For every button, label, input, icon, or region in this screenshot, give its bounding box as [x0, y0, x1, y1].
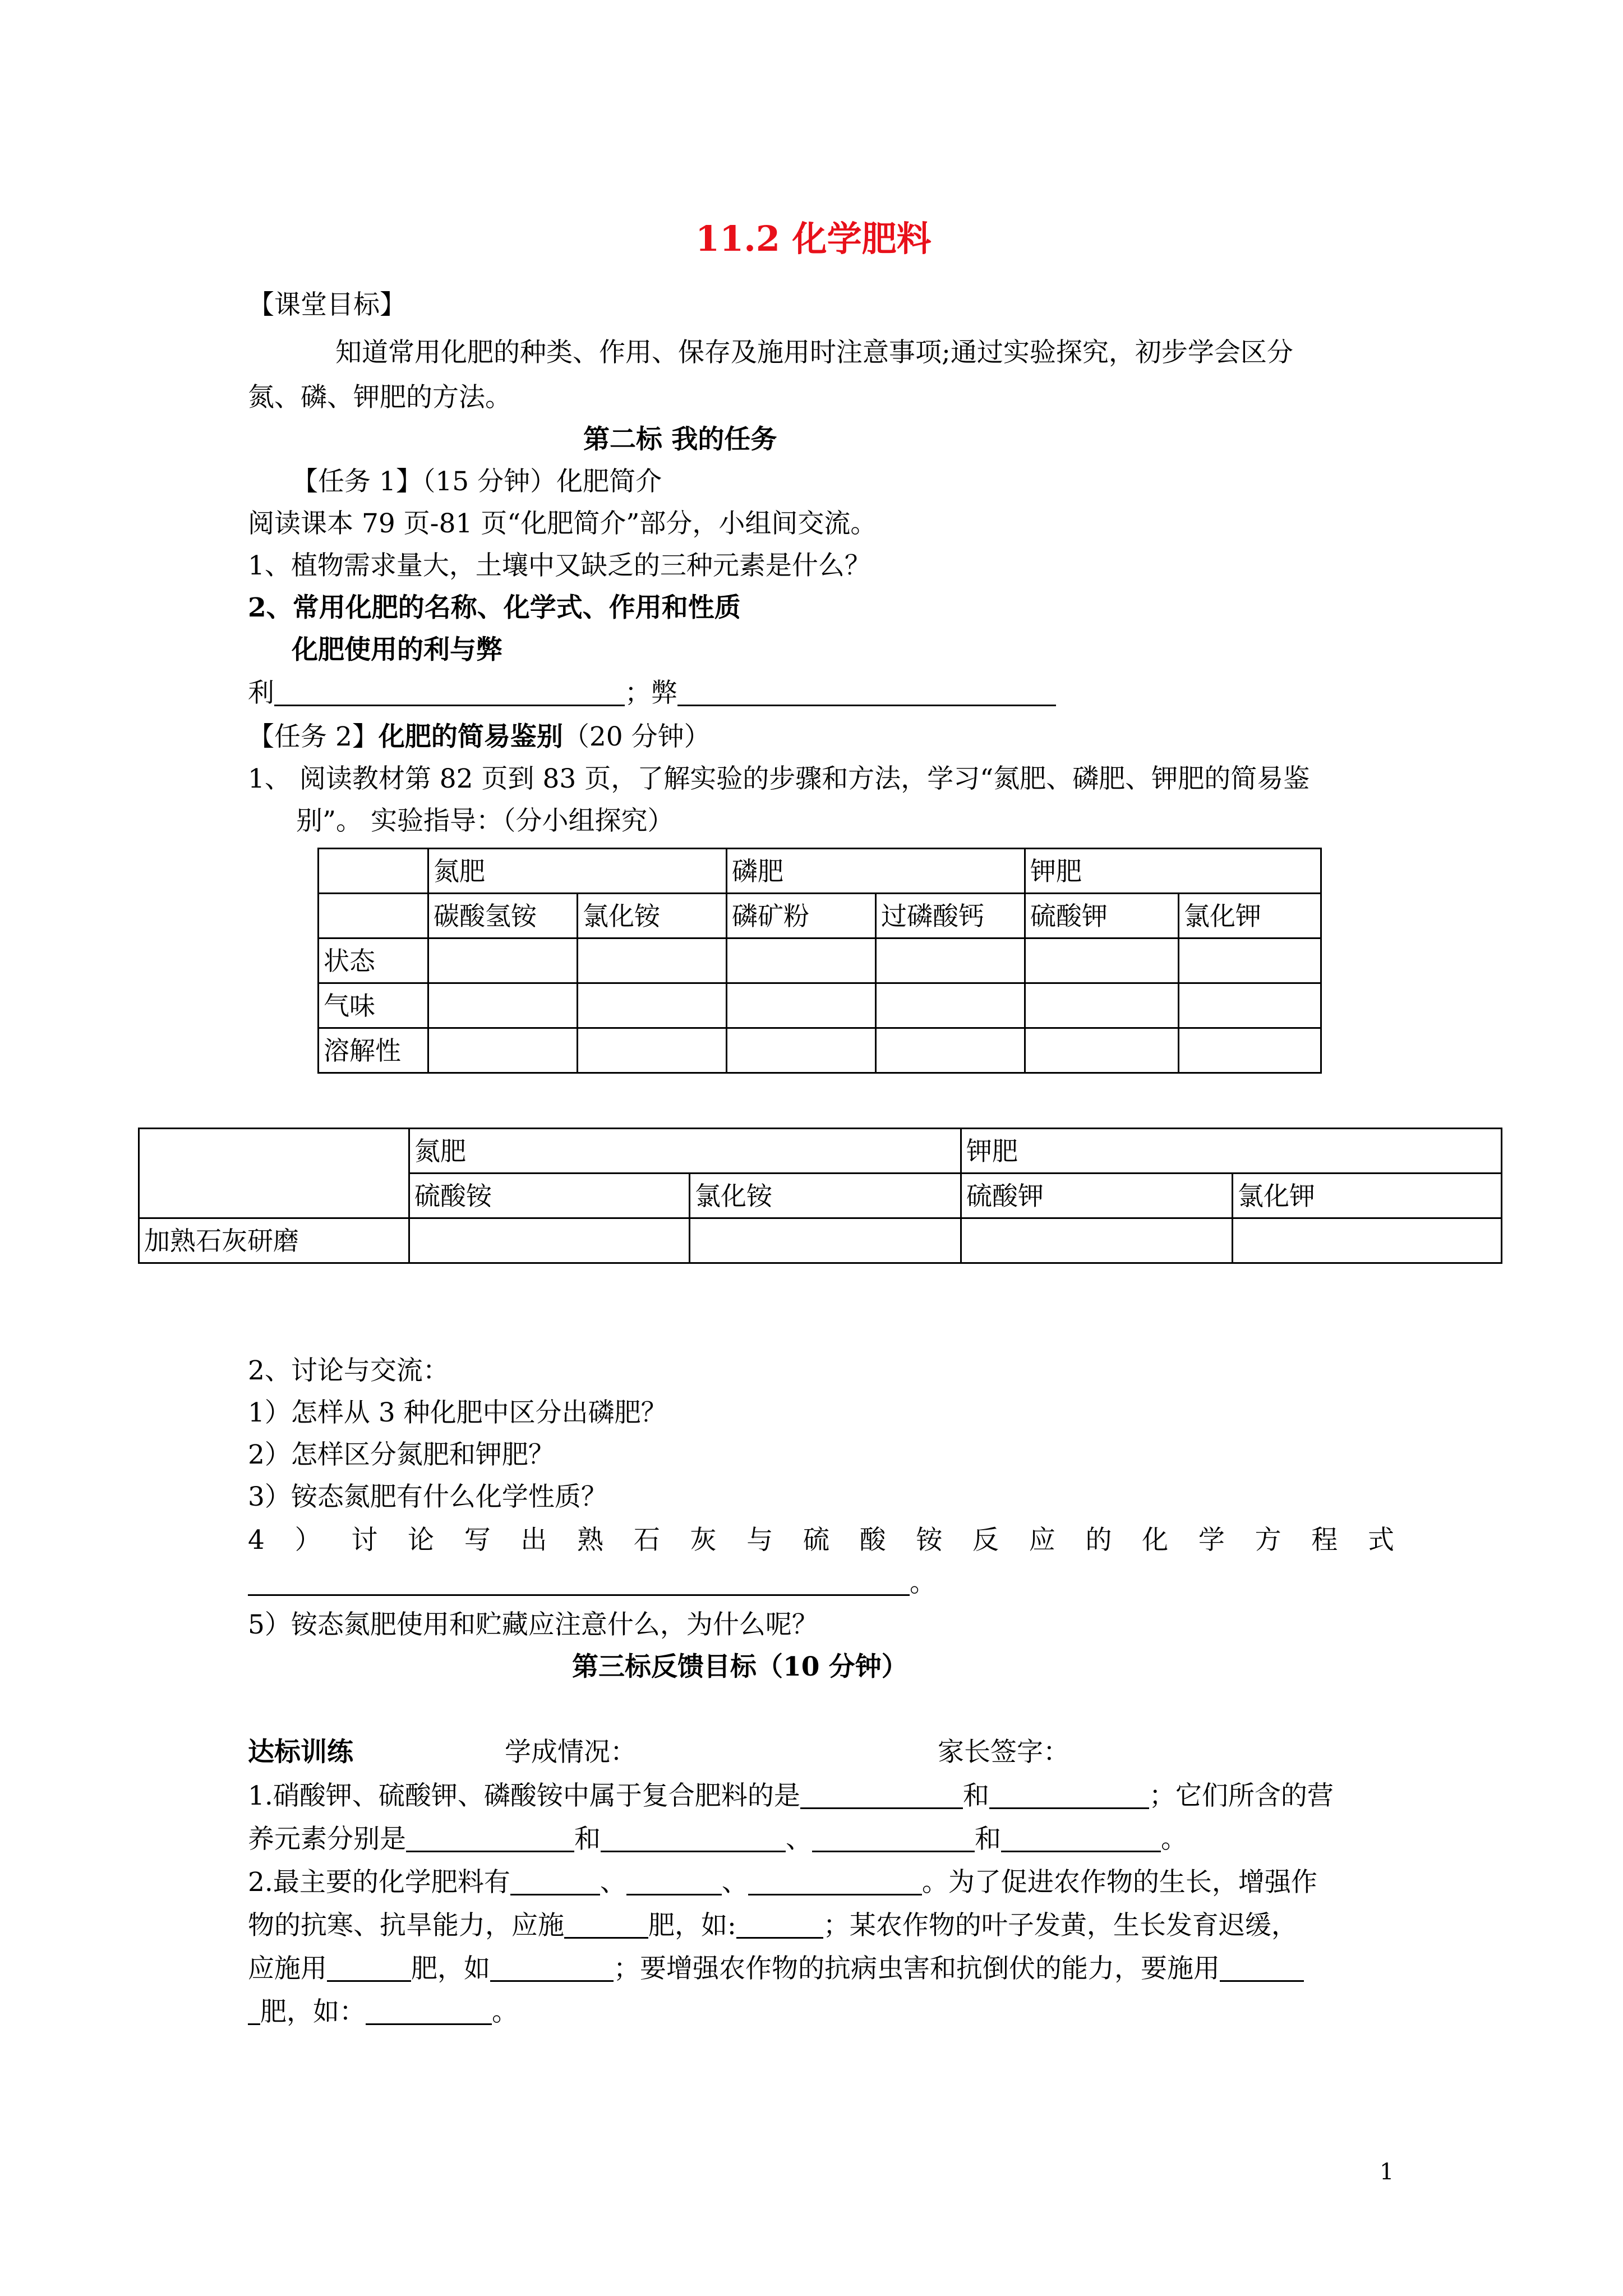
page-title: 11.2 化学肥料	[695, 218, 932, 259]
table-cell[interactable]	[1179, 938, 1321, 983]
table-row	[139, 1218, 1502, 1263]
q4-char: 式	[1367, 1525, 1394, 1556]
table-cell[interactable]	[876, 1028, 1025, 1073]
table-row-label: 加熟石灰研磨	[139, 1218, 409, 1263]
practice-item2-line4	[248, 1996, 518, 2027]
table-cell[interactable]	[428, 938, 578, 983]
practice-text: 物的抗寒、抗旱能力，应施	[248, 1910, 564, 1941]
table-header-potassium: 钾肥	[961, 1129, 1502, 1174]
answer-blank[interactable]	[327, 1955, 411, 1982]
table-subheader: 硫酸钾	[961, 1174, 1233, 1218]
q4-char: 学	[1198, 1525, 1225, 1556]
answer-blank[interactable]	[248, 1999, 260, 2025]
practice-text: 应施用	[248, 1953, 327, 1984]
practice-text: 。	[492, 1996, 518, 2027]
table-cell[interactable]	[428, 1028, 578, 1073]
practice-item1-line2	[248, 1824, 1187, 1855]
practice-text: ；要增强农作物的抗病虫害和抗倒伏的能力，要施用	[614, 1953, 1220, 1984]
practice-item2-line3	[248, 1955, 1304, 1982]
table-cell[interactable]	[578, 983, 727, 1028]
table-subheader: 氯化钾	[1233, 1174, 1502, 1218]
table-cell[interactable]	[727, 938, 876, 983]
table-header-nitrogen: 氮肥	[428, 849, 727, 894]
answer-blank[interactable]	[406, 1826, 574, 1852]
table-cell[interactable]	[876, 938, 1025, 983]
identification-table	[317, 848, 1322, 1074]
q4-char: 程	[1311, 1525, 1338, 1556]
practice-item2-line2	[248, 1912, 1298, 1939]
task2-item1-line1: 1、 阅读教材第 82 页到 83 页，了解实验的步骤和方法，学习“氮肥、磷肥、钾肥的简易鉴	[248, 763, 1310, 794]
task1-question3: 化肥使用的利与弊	[292, 634, 502, 665]
q4-char: 应	[1029, 1525, 1055, 1556]
table-cell[interactable]	[876, 983, 1025, 1028]
answer-blank[interactable]	[748, 1869, 922, 1895]
q4-char: 反	[972, 1525, 999, 1556]
answer-blank[interactable]	[564, 1912, 648, 1939]
table-row	[319, 1028, 1321, 1073]
task2-heading-label: 【任务 2】	[248, 721, 379, 752]
practice-text: 2.最主要的化学肥料有	[248, 1867, 510, 1898]
table-subheader: 氯化铵	[690, 1174, 961, 1218]
equation-answer-line	[248, 1567, 936, 1598]
answer-blank[interactable]	[510, 1869, 600, 1895]
pros-label: 利	[248, 678, 274, 708]
objectives-text-line1: 知道常用化肥的种类、作用、保存及施用时注意事项;通过实验探究，初步学会区分	[335, 337, 1293, 368]
table-header-phosphorus: 磷肥	[727, 849, 1025, 894]
table-subheader: 过磷酸钙	[876, 894, 1025, 938]
task2-heading	[248, 721, 711, 752]
task1-heading: 【任务 1】（15 分钟）化肥简介	[292, 466, 662, 497]
table-row	[319, 849, 1321, 894]
q4-char: 的	[1085, 1525, 1112, 1556]
table-row	[139, 1129, 1502, 1174]
q4-char: 写	[464, 1525, 491, 1556]
answer-blank[interactable]	[736, 1912, 823, 1939]
table-row	[319, 983, 1321, 1028]
discussion-q5: 5）铵态氮肥使用和贮藏应注意什么，为什么呢？	[248, 1609, 818, 1640]
table-cell[interactable]	[727, 983, 876, 1028]
q4-char: 灰	[690, 1525, 717, 1556]
table-row-label: 溶解性	[319, 1028, 428, 1073]
practice-text: 、	[721, 1867, 748, 1898]
pros-cons-line	[248, 680, 1056, 706]
objectives-heading: 【课堂目标】	[248, 289, 406, 320]
practice-text: ；某农作物的叶子发黄，生长发育迟缓，	[823, 1910, 1298, 1941]
table-subheader: 氯化钾	[1179, 894, 1321, 938]
practice-text: 养元素分别是	[248, 1824, 406, 1855]
lime-grinding-table	[138, 1128, 1502, 1264]
q4-char: 化	[1142, 1525, 1169, 1556]
table-row	[319, 894, 1321, 938]
cons-label: ；弊	[625, 678, 677, 708]
answer-blank[interactable]	[1001, 1826, 1161, 1852]
table-cell[interactable]	[1233, 1218, 1502, 1263]
table-subheader: 碳酸氢铵	[428, 894, 578, 938]
q4-char: ）	[294, 1525, 321, 1556]
table-cell[interactable]	[578, 1028, 727, 1073]
q4-char: 石	[633, 1525, 660, 1556]
answer-blank[interactable]	[800, 1783, 963, 1809]
discussion-heading: 2、讨论与交流：	[248, 1355, 449, 1386]
q4-char: 论	[408, 1525, 435, 1556]
discussion-q1: 1）怎样从 3 种化肥中区分出磷肥？	[248, 1397, 667, 1428]
equation-end: 。	[910, 1567, 936, 1598]
task2-item1-line2: 别”。 实验指导：（分小组探究）	[296, 806, 674, 836]
table-row-label: 状态	[319, 938, 428, 983]
practice-text: 1.硝酸钾、硫酸钾、磷酸铵中属于复合肥料的是	[248, 1780, 800, 1811]
discussion-q2: 2）怎样区分氮肥和钾肥？	[248, 1439, 555, 1470]
table-cell	[319, 849, 428, 894]
q4-char: 4	[248, 1525, 265, 1556]
q4-char: 讨	[351, 1525, 378, 1556]
task1-read: 阅读课本 79 页-81 页“化肥简介”部分，小组间交流。	[248, 508, 877, 539]
page-number: 1	[1380, 2159, 1394, 2185]
table-cell[interactable]	[1025, 983, 1179, 1028]
q4-char: 出	[520, 1525, 547, 1556]
practice-item1-line1	[248, 1780, 1334, 1811]
practice-text: 、	[600, 1867, 626, 1898]
practice-text: 和	[962, 1780, 989, 1811]
pros-blank[interactable]	[274, 680, 625, 706]
table-header-potassium: 钾肥	[1025, 849, 1321, 894]
answer-blank[interactable]	[812, 1826, 975, 1852]
table-cell[interactable]	[727, 1028, 876, 1073]
table-cell[interactable]	[1179, 1028, 1321, 1073]
q4-char: 方	[1255, 1525, 1281, 1556]
practice-item2-line1	[248, 1867, 1317, 1898]
practice-text: 。为了促进农作物的生长，增强作	[921, 1867, 1317, 1898]
task2-heading-title: 化肥的简易鉴别	[378, 721, 563, 752]
table-cell[interactable]	[578, 938, 727, 983]
practice-text: 肥，如	[411, 1953, 490, 1984]
equation-blank[interactable]	[248, 1570, 910, 1596]
table-cell[interactable]	[428, 983, 578, 1028]
q4-char: 熟	[577, 1525, 604, 1556]
table-cell[interactable]	[1025, 938, 1179, 983]
cons-blank[interactable]	[677, 680, 1056, 706]
answer-blank[interactable]	[1220, 1955, 1304, 1982]
signature-label: 家长签字：	[938, 1737, 1069, 1768]
q4-char: 酸	[859, 1525, 886, 1556]
answer-blank[interactable]	[490, 1955, 614, 1982]
table-header-nitrogen: 氮肥	[409, 1129, 961, 1174]
practice-text: ；它们所含的营	[1149, 1780, 1334, 1811]
q4-char: 与	[746, 1525, 773, 1556]
answer-blank[interactable]	[989, 1783, 1149, 1809]
practice-text: 肥，如：	[260, 1996, 366, 2027]
discussion-q3: 3）铵态氮肥有什么化学性质？	[248, 1481, 607, 1512]
table-row	[319, 938, 1321, 983]
table-cell[interactable]	[961, 1218, 1233, 1263]
section2-heading: 第二标 我的任务	[583, 424, 777, 455]
objectives-text-line2: 氮、磷、钾肥的方法。	[248, 382, 511, 413]
table-cell[interactable]	[409, 1218, 690, 1263]
table-subheader: 硫酸钾	[1025, 894, 1179, 938]
task1-question1: 1、植物需求量大，土壤中又缺乏的三种元素是什么？	[248, 550, 871, 581]
q4-char: 硫	[803, 1525, 829, 1556]
answer-blank[interactable]	[366, 1999, 492, 2025]
answer-blank[interactable]	[601, 1826, 786, 1852]
q4-char: 铵	[916, 1525, 943, 1556]
table-row-label: 气味	[319, 983, 428, 1028]
task1-question2: 2、常用化肥的名称、化学式、作用和性质	[248, 592, 741, 623]
task2-heading-time: （20 分钟）	[562, 721, 711, 752]
discussion-q4	[248, 1525, 1394, 1556]
practice-text: 肥，如:	[648, 1910, 736, 1941]
progress-label: 学成情况：	[505, 1737, 637, 1768]
table-cell	[319, 894, 428, 938]
practice-text: 。	[1161, 1824, 1187, 1855]
table-subheader: 磷矿粉	[727, 894, 876, 938]
table-cell[interactable]	[1025, 1028, 1179, 1073]
practice-text: 和	[574, 1824, 601, 1855]
table-cell[interactable]	[690, 1218, 961, 1263]
table-subheader: 硫酸铵	[409, 1174, 690, 1218]
table-cell[interactable]	[1179, 983, 1321, 1028]
practice-text: 、	[786, 1824, 812, 1855]
table-subheader: 氯化铵	[578, 894, 727, 938]
answer-blank[interactable]	[626, 1869, 722, 1895]
section3-heading: 第三标反馈目标（10 分钟）	[572, 1651, 908, 1682]
table-cell	[139, 1129, 409, 1218]
practice-text: 和	[975, 1824, 1001, 1855]
practice-heading: 达标训练	[248, 1737, 353, 1768]
